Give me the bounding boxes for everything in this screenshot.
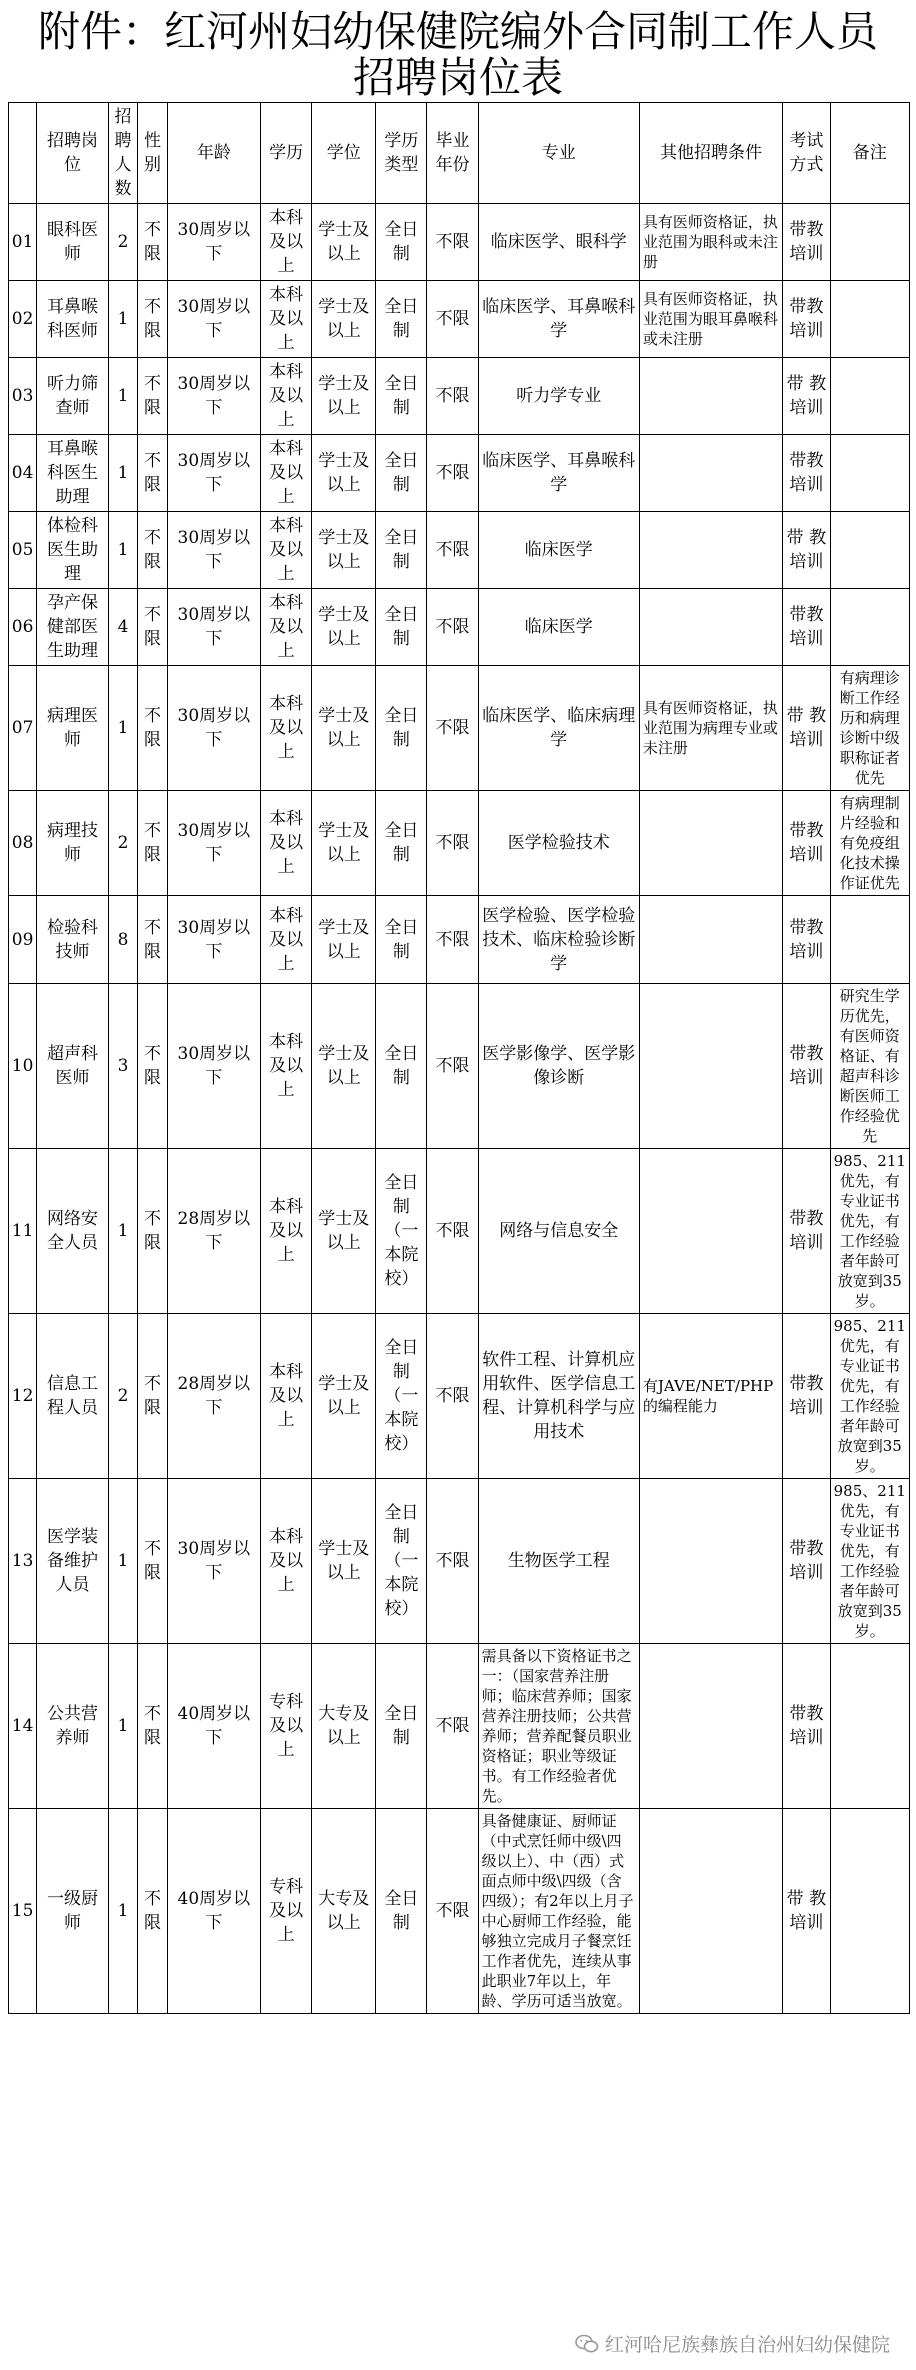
cell-gender: 不限 bbox=[138, 589, 167, 666]
cell-education-type: 全日制 bbox=[376, 281, 427, 358]
cell-graduation-year: 不限 bbox=[427, 1314, 478, 1479]
cell-education-type: 全日制 bbox=[376, 1809, 427, 2014]
cell-other-conditions bbox=[639, 512, 782, 589]
cell-exam-method: 带教培训 bbox=[783, 589, 830, 666]
cell-hire-count: 1 bbox=[108, 281, 137, 358]
cell-exam-method: 带教培训 bbox=[783, 1149, 830, 1314]
header-degree: 学位 bbox=[312, 103, 376, 204]
cell-hire-count: 1 bbox=[108, 1644, 137, 1809]
cell-gender: 不限 bbox=[138, 435, 167, 512]
cell-other-conditions bbox=[639, 435, 782, 512]
cell-exam-method: 带 教培训 bbox=[783, 512, 830, 589]
cell-hire-count: 3 bbox=[108, 984, 137, 1149]
cell-degree: 大专及以上 bbox=[312, 1644, 376, 1809]
cell-exam-method: 带教培训 bbox=[783, 1479, 830, 1644]
cell-gender: 不限 bbox=[138, 512, 167, 589]
header-no bbox=[9, 103, 37, 204]
cell-education: 本科及以上 bbox=[261, 1314, 312, 1479]
cell-major: 需具备以下资格证书之一：（国家营养注册师；临床营养师；国家营养注册技师；公共营养师；营养配餐员职业资格证；职业等级证书。有工作经验者优先。 bbox=[478, 1644, 639, 1809]
cell-post-name: 公共营养师 bbox=[37, 1644, 109, 1809]
cell-hire-count: 1 bbox=[108, 512, 137, 589]
cell-other-conditions bbox=[639, 984, 782, 1149]
header-education-type: 学历类型 bbox=[376, 103, 427, 204]
header-graduation-year: 毕业年份 bbox=[427, 103, 478, 204]
cell-exam-method: 带 教培训 bbox=[783, 358, 830, 435]
cell-other-conditions bbox=[639, 791, 782, 896]
cell-hire-count: 1 bbox=[108, 358, 137, 435]
cell-age-limit: 30周岁以下 bbox=[167, 666, 260, 791]
wechat-icon bbox=[575, 2334, 599, 2354]
page-subtitle: 招聘岗位表 bbox=[352, 53, 563, 102]
cell-post-name: 体检科医生助理 bbox=[37, 512, 109, 589]
cell-major: 临床医学、耳鼻喉科学 bbox=[478, 435, 639, 512]
cell-remark bbox=[830, 512, 909, 589]
cell-gender: 不限 bbox=[138, 1149, 167, 1314]
cell-degree: 学士及以上 bbox=[312, 1149, 376, 1314]
page-title: 附件：红河州妇幼保健院编外合同制工作人员 bbox=[37, 7, 878, 56]
cell-hire-count: 4 bbox=[108, 589, 137, 666]
cell-hire-count: 1 bbox=[108, 435, 137, 512]
cell-row-number: 14 bbox=[9, 1644, 37, 1809]
cell-gender: 不限 bbox=[138, 666, 167, 791]
cell-education: 本科及以上 bbox=[261, 204, 312, 281]
cell-gender: 不限 bbox=[138, 281, 167, 358]
cell-remark: 985、211优先，有专业证书优先，有工作经验者年龄可放宽到35岁。 bbox=[830, 1149, 909, 1314]
cell-gender: 不限 bbox=[138, 204, 167, 281]
cell-age-limit: 30周岁以下 bbox=[167, 589, 260, 666]
cell-exam-method: 带教培训 bbox=[783, 896, 830, 984]
table-row bbox=[9, 589, 910, 666]
cell-education-type: 全日制 bbox=[376, 589, 427, 666]
cell-education: 本科及以上 bbox=[261, 589, 312, 666]
cell-education-type: 全日制 bbox=[376, 984, 427, 1149]
cell-age-limit: 40周岁以下 bbox=[167, 1809, 260, 2014]
cell-age-limit: 28周岁以下 bbox=[167, 1314, 260, 1479]
cell-major: 医学检验技术 bbox=[478, 791, 639, 896]
cell-age-limit: 30周岁以下 bbox=[167, 204, 260, 281]
cell-remark bbox=[830, 204, 909, 281]
cell-major: 临床医学、临床病理学 bbox=[478, 666, 639, 791]
table-row bbox=[9, 1479, 910, 1644]
cell-major: 医学检验、医学检验技术、临床检验诊断学 bbox=[478, 896, 639, 984]
cell-education: 本科及以上 bbox=[261, 1479, 312, 1644]
cell-graduation-year: 不限 bbox=[427, 1809, 478, 2014]
cell-age-limit: 30周岁以下 bbox=[167, 358, 260, 435]
header-gender: 性别 bbox=[138, 103, 167, 204]
cell-degree: 学士及以上 bbox=[312, 1479, 376, 1644]
cell-graduation-year: 不限 bbox=[427, 1479, 478, 1644]
cell-major: 医学影像学、医学影像诊断 bbox=[478, 984, 639, 1149]
cell-remark: 有病理诊断工作经历和病理诊断中级职称证者优先 bbox=[830, 666, 909, 791]
cell-gender: 不限 bbox=[138, 358, 167, 435]
cell-graduation-year: 不限 bbox=[427, 896, 478, 984]
watermark-text: 红河哈尼族彝族自治州妇幼保健院 bbox=[604, 2334, 890, 2356]
cell-exam-method: 带教培训 bbox=[783, 1644, 830, 1809]
cell-education: 本科及以上 bbox=[261, 791, 312, 896]
table-row bbox=[9, 204, 910, 281]
header-education: 学历 bbox=[261, 103, 312, 204]
cell-gender: 不限 bbox=[138, 984, 167, 1149]
cell-graduation-year: 不限 bbox=[427, 1644, 478, 1809]
cell-hire-count: 2 bbox=[108, 1314, 137, 1479]
cell-degree: 学士及以上 bbox=[312, 204, 376, 281]
cell-remark: 985、211优先，有专业证书优先，有工作经验者年龄可放宽到35岁。 bbox=[830, 1479, 909, 1644]
cell-row-number: 09 bbox=[9, 896, 37, 984]
cell-other-conditions bbox=[639, 1479, 782, 1644]
cell-graduation-year: 不限 bbox=[427, 512, 478, 589]
table-header-row bbox=[9, 103, 910, 204]
cell-graduation-year: 不限 bbox=[427, 666, 478, 791]
cell-exam-method: 带教培训 bbox=[783, 791, 830, 896]
table-row bbox=[9, 435, 910, 512]
header-post: 招聘岗位 bbox=[37, 103, 109, 204]
header-remark: 备注 bbox=[830, 103, 909, 204]
cell-remark bbox=[830, 281, 909, 358]
cell-gender: 不限 bbox=[138, 1644, 167, 1809]
cell-other-conditions: 具有医师资格证，执业范围为病理专业或未注册 bbox=[639, 666, 782, 791]
cell-age-limit: 30周岁以下 bbox=[167, 896, 260, 984]
watermark bbox=[575, 2330, 890, 2357]
cell-major: 生物医学工程 bbox=[478, 1479, 639, 1644]
cell-row-number: 05 bbox=[9, 512, 37, 589]
cell-education-type: 全日制 bbox=[376, 666, 427, 791]
cell-graduation-year: 不限 bbox=[427, 1149, 478, 1314]
cell-major: 临床医学 bbox=[478, 589, 639, 666]
table-row bbox=[9, 1314, 910, 1479]
cell-degree: 学士及以上 bbox=[312, 666, 376, 791]
cell-row-number: 03 bbox=[9, 358, 37, 435]
cell-age-limit: 30周岁以下 bbox=[167, 791, 260, 896]
cell-row-number: 08 bbox=[9, 791, 37, 896]
cell-exam-method: 带教培训 bbox=[783, 1314, 830, 1479]
cell-hire-count: 1 bbox=[108, 1149, 137, 1314]
cell-graduation-year: 不限 bbox=[427, 358, 478, 435]
cell-graduation-year: 不限 bbox=[427, 791, 478, 896]
cell-other-conditions: 有JAVE/NET/PHP的编程能力 bbox=[639, 1314, 782, 1479]
cell-degree: 学士及以上 bbox=[312, 791, 376, 896]
cell-age-limit: 28周岁以下 bbox=[167, 1149, 260, 1314]
cell-row-number: 02 bbox=[9, 281, 37, 358]
cell-education-type: 全日制 bbox=[376, 896, 427, 984]
cell-post-name: 一级厨师 bbox=[37, 1809, 109, 2014]
recruitment-table bbox=[8, 102, 910, 2014]
cell-row-number: 11 bbox=[9, 1149, 37, 1314]
cell-education-type: 全日制 bbox=[376, 435, 427, 512]
table-row bbox=[9, 666, 910, 791]
cell-exam-method: 带教培训 bbox=[783, 204, 830, 281]
cell-post-name: 信息工程人员 bbox=[37, 1314, 109, 1479]
cell-hire-count: 8 bbox=[108, 896, 137, 984]
cell-row-number: 01 bbox=[9, 204, 37, 281]
table-row bbox=[9, 1644, 910, 1809]
cell-graduation-year: 不限 bbox=[427, 281, 478, 358]
cell-major: 临床医学、耳鼻喉科学 bbox=[478, 281, 639, 358]
cell-gender: 不限 bbox=[138, 896, 167, 984]
cell-education-type: 全日制（一本院校） bbox=[376, 1314, 427, 1479]
cell-post-name: 病理医师 bbox=[37, 666, 109, 791]
cell-education-type: 全日制（一本院校） bbox=[376, 1149, 427, 1314]
cell-degree: 学士及以上 bbox=[312, 984, 376, 1149]
cell-graduation-year: 不限 bbox=[427, 435, 478, 512]
cell-remark: 985、211优先，有专业证书优先，有工作经验者年龄可放宽到35岁。 bbox=[830, 1314, 909, 1479]
table-row bbox=[9, 281, 910, 358]
cell-remark bbox=[830, 1644, 909, 1809]
cell-post-name: 耳鼻喉科医师 bbox=[37, 281, 109, 358]
cell-remark: 研究生学历优先，有医师资格证、有超声科诊断医师工作经验优先 bbox=[830, 984, 909, 1149]
cell-other-conditions bbox=[639, 1644, 782, 1809]
cell-remark bbox=[830, 1809, 909, 2014]
cell-post-name: 听力筛查师 bbox=[37, 358, 109, 435]
cell-post-name: 耳鼻喉科医生助理 bbox=[37, 435, 109, 512]
cell-hire-count: 1 bbox=[108, 1479, 137, 1644]
cell-graduation-year: 不限 bbox=[427, 589, 478, 666]
cell-other-conditions bbox=[639, 1149, 782, 1314]
cell-other-conditions: 具有医师资格证，执业范围为眼科或未注册 bbox=[639, 204, 782, 281]
cell-graduation-year: 不限 bbox=[427, 984, 478, 1149]
cell-row-number: 06 bbox=[9, 589, 37, 666]
cell-education: 专科及以上 bbox=[261, 1644, 312, 1809]
cell-degree: 学士及以上 bbox=[312, 435, 376, 512]
table-row bbox=[9, 358, 910, 435]
cell-degree: 学士及以上 bbox=[312, 512, 376, 589]
cell-major: 网络与信息安全 bbox=[478, 1149, 639, 1314]
cell-degree: 学士及以上 bbox=[312, 281, 376, 358]
header-other-conditions: 其他招聘条件 bbox=[639, 103, 782, 204]
cell-degree: 学士及以上 bbox=[312, 1314, 376, 1479]
header-exam-method: 考试方式 bbox=[783, 103, 830, 204]
cell-row-number: 15 bbox=[9, 1809, 37, 2014]
cell-education: 本科及以上 bbox=[261, 1149, 312, 1314]
header-age: 年龄 bbox=[167, 103, 260, 204]
cell-exam-method: 带教培训 bbox=[783, 281, 830, 358]
cell-major: 软件工程、计算机应用软件、医学信息工程、计算机科学与应用技术 bbox=[478, 1314, 639, 1479]
cell-remark bbox=[830, 358, 909, 435]
cell-gender: 不限 bbox=[138, 1314, 167, 1479]
cell-post-name: 医学装备维护人员 bbox=[37, 1479, 109, 1644]
cell-age-limit: 30周岁以下 bbox=[167, 984, 260, 1149]
cell-graduation-year: 不限 bbox=[427, 204, 478, 281]
cell-education-type: 全日制（一本院校） bbox=[376, 1479, 427, 1644]
cell-exam-method: 带 教培训 bbox=[783, 1809, 830, 2014]
cell-remark: 有病理制片经验和有免疫组化技术操作证优先 bbox=[830, 791, 909, 896]
cell-row-number: 13 bbox=[9, 1479, 37, 1644]
cell-age-limit: 30周岁以下 bbox=[167, 1479, 260, 1644]
cell-major: 临床医学、眼科学 bbox=[478, 204, 639, 281]
cell-degree: 大专及以上 bbox=[312, 1809, 376, 2014]
cell-exam-method: 带教培训 bbox=[783, 435, 830, 512]
cell-gender: 不限 bbox=[138, 791, 167, 896]
cell-row-number: 07 bbox=[9, 666, 37, 791]
cell-remark bbox=[830, 435, 909, 512]
cell-row-number: 04 bbox=[9, 435, 37, 512]
table-row bbox=[9, 1809, 910, 2014]
cell-row-number: 12 bbox=[9, 1314, 37, 1479]
cell-remark bbox=[830, 589, 909, 666]
cell-post-name: 检验科技师 bbox=[37, 896, 109, 984]
cell-other-conditions: 具有医师资格证，执业范围为眼耳鼻喉科或未注册 bbox=[639, 281, 782, 358]
cell-post-name: 孕产保健部医生助理 bbox=[37, 589, 109, 666]
cell-education: 本科及以上 bbox=[261, 896, 312, 984]
cell-education: 本科及以上 bbox=[261, 666, 312, 791]
header-count: 招聘人数 bbox=[108, 103, 137, 204]
cell-post-name: 超声科医师 bbox=[37, 984, 109, 1149]
cell-gender: 不限 bbox=[138, 1479, 167, 1644]
cell-gender: 不限 bbox=[138, 1809, 167, 2014]
cell-major: 具备健康证、厨师证（中式烹饪师中级\四级以上）、中（西）式面点师中级\四级（含四级）；有2年以上月子中心厨师工作经验，能够独立完成月子餐烹饪工作者优先，连续从事此职业7年以上，年龄、学历可适当放宽。 bbox=[478, 1809, 639, 2014]
cell-degree: 学士及以上 bbox=[312, 589, 376, 666]
cell-hire-count: 2 bbox=[108, 791, 137, 896]
table-row bbox=[9, 1149, 910, 1314]
cell-post-name: 网络安全人员 bbox=[37, 1149, 109, 1314]
cell-other-conditions bbox=[639, 1809, 782, 2014]
cell-age-limit: 30周岁以下 bbox=[167, 512, 260, 589]
cell-exam-method: 带 教培训 bbox=[783, 666, 830, 791]
cell-major: 临床医学 bbox=[478, 512, 639, 589]
cell-education-type: 全日制 bbox=[376, 1644, 427, 1809]
cell-education-type: 全日制 bbox=[376, 358, 427, 435]
table-row bbox=[9, 791, 910, 896]
cell-other-conditions bbox=[639, 589, 782, 666]
cell-education: 专科及以上 bbox=[261, 1809, 312, 2014]
cell-education: 本科及以上 bbox=[261, 281, 312, 358]
cell-education: 本科及以上 bbox=[261, 984, 312, 1149]
cell-remark bbox=[830, 896, 909, 984]
cell-age-limit: 30周岁以下 bbox=[167, 281, 260, 358]
cell-other-conditions bbox=[639, 358, 782, 435]
cell-exam-method: 带教培训 bbox=[783, 984, 830, 1149]
cell-education: 本科及以上 bbox=[261, 435, 312, 512]
cell-hire-count: 1 bbox=[108, 1809, 137, 2014]
cell-age-limit: 30周岁以下 bbox=[167, 435, 260, 512]
header-major: 专业 bbox=[478, 103, 639, 204]
cell-post-name: 眼科医师 bbox=[37, 204, 109, 281]
table-row bbox=[9, 896, 910, 984]
cell-degree: 学士及以上 bbox=[312, 896, 376, 984]
cell-degree: 学士及以上 bbox=[312, 358, 376, 435]
cell-other-conditions bbox=[639, 896, 782, 984]
cell-education-type: 全日制 bbox=[376, 512, 427, 589]
cell-row-number: 10 bbox=[9, 984, 37, 1149]
cell-education: 本科及以上 bbox=[261, 358, 312, 435]
cell-education-type: 全日制 bbox=[376, 204, 427, 281]
cell-hire-count: 2 bbox=[108, 204, 137, 281]
cell-education: 本科及以上 bbox=[261, 512, 312, 589]
cell-post-name: 病理技师 bbox=[37, 791, 109, 896]
table-row bbox=[9, 984, 910, 1149]
table-row bbox=[9, 512, 910, 589]
cell-major: 听力学专业 bbox=[478, 358, 639, 435]
cell-education-type: 全日制 bbox=[376, 791, 427, 896]
cell-hire-count: 1 bbox=[108, 666, 137, 791]
cell-age-limit: 40周岁以下 bbox=[167, 1644, 260, 1809]
